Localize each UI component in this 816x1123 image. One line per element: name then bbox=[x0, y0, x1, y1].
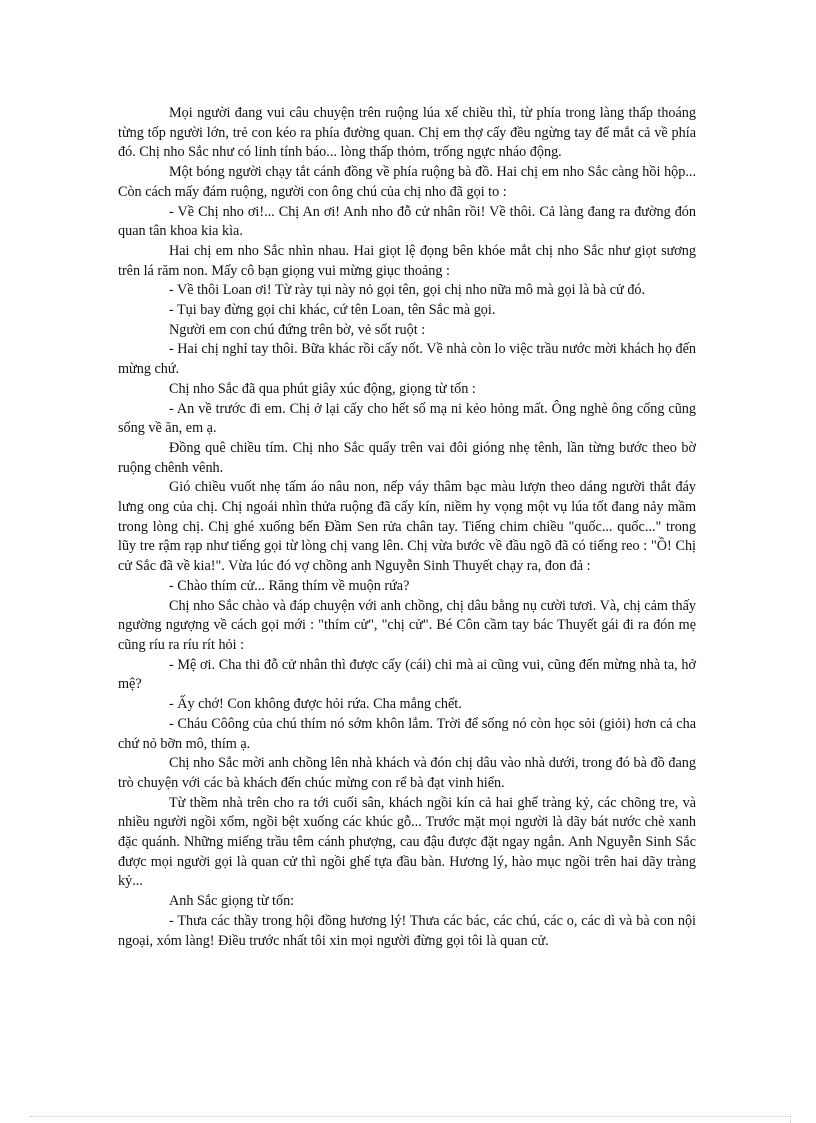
paragraph: - Thưa các thầy trong hội đồng hương lý! Thưa các bác, các chú, các o, các dì và bà con nội ngoại, xóm làng! Điều trước nhất tôi xin mọi người đừng gọi tôi là quan cử. bbox=[118, 912, 696, 949]
paragraph: Anh Sắc giọng từ tốn: bbox=[169, 893, 295, 910]
paragraph: - Về Chị nho ơi!... Chị An ơi! Anh nho đỗ cử nhân rồi! Về thôi. Cả làng đang ra đường đón quan tân khoa kia kìa. bbox=[118, 203, 696, 240]
paragraph: Mọi người đang vui câu chuyện trên ruộng lúa xế chiều thì, từ phía trong làng thấp thoáng từng tốp người lớn, trẻ con kéo ra phía đường quan. Chị em thợ cấy đều ngừng tay để mắt cả về phía đó. Chị nho Sắc như có linh tính báo... lòng thấp thỏm, trống ngực nháo động. bbox=[118, 105, 696, 161]
paragraph: - An về trước đi em. Chị ở lại cấy cho hết số mạ ni kẻo hỏng mất. Ông nghè ông cống cũng sống về ăn, em ạ. bbox=[118, 400, 696, 437]
paragraph: Chị nho Sắc đã qua phút giây xúc động, giọng từ tốn : bbox=[169, 380, 476, 397]
paragraph: Hai chị em nho Sắc nhìn nhau. Hai giọt lệ đọng bên khóe mắt chị nho Sắc như giọt sương trên lá răm non. Mấy cô bạn giọng vui mừng giục thoảng : bbox=[118, 242, 696, 279]
paragraph: - Tụi bay đừng gọi chi khác, cứ tên Loan, tên Sắc mà gọi. bbox=[169, 302, 496, 319]
page-corner-border bbox=[790, 1116, 791, 1123]
paragraph: Chị nho Sắc mời anh chồng lên nhà khách và đón chị dâu vào nhà dưới, trong đó bà đồ đang trò chuyện với các bà khách đến chúc mừng con rể bà đạt vinh hiển. bbox=[118, 755, 696, 791]
paragraph: - Ấy chớ! Con không được hỏi rứa. Cha mắng chết. bbox=[169, 696, 462, 713]
paragraph: - Mệ ơi. Cha thi đỗ cử nhân thì được cấy (cái) chi mà ai cũng vui, cũng đến mừng nhà ta, hở mệ? bbox=[118, 656, 696, 693]
paragraph: - Hai chị nghỉ tay thôi. Bữa khác rồi cấy nốt. Về nhà còn lo việc trầu nước mời khách họ đến mừng chứ. bbox=[118, 341, 696, 378]
paragraph: Gió chiều vuốt nhẹ tấm áo nâu non, nếp váy thâm bạc màu lượn theo dáng người thắt đáy lưng ong của chị. Chị ngoái nhìn thửa ruộng đã cấy kín, niềm hy vọng một vụ lúa tốt đang nảy mầm trong lòng chị. Chị ghé xuống bến Đầm Sen rửa chân tay. Tiếng chim chiều "quốc... quốc..." trong lũy tre rậm rạp như tiếng gọi từ lòng chị vang lên. Chị vừa bước về đầu ngõ đã có tiếng reo : "Ồ! Chị cử Sắc đã về kia!". Vừa lúc đó vợ chồng anh Nguyễn Sinh Thuyết chạy ra, đon đả : bbox=[118, 479, 696, 575]
paragraph: Một bóng người chạy tắt cánh đồng về phía ruộng bà đồ. Hai chị em nho Sắc càng hồi hộp... Còn cách mấy đám ruộng, người con ông chú của chị nho đã gọi to : bbox=[118, 164, 696, 200]
paragraph: Từ thềm nhà trên cho ra tới cuối sân, khách ngồi kín cả hai ghế tràng kỷ, các chõng tre, và nhiều người ngồi xổm, ngồi bệt xuống các khúc gỗ... Trước mặt mọi người là dãy bát nước chè xanh đặc quánh. Những miếng trầu têm cánh phượng, cau đậu được đặt ngay ngắn. Anh Nguyễn Sinh Sắc được mọi người gọi là quan cử thì ngồi ghế tựa đầu bàn. Hương lý, hào mục ngồi trên hai dãy tràng kỷ... bbox=[118, 794, 696, 890]
paragraph: - Chào thím cử... Răng thím về muộn rứa? bbox=[169, 577, 410, 594]
paragraph: - Cháu Côông của chú thím nó sớm khôn lắm. Trời để sống nó còn học sỏi (giỏi) hơn cả cha chứ nỏ bỡn mô, thím ạ. bbox=[118, 715, 696, 752]
paragraph: Chị nho Sắc chào và đáp chuyện với anh chồng, chị dâu bằng nụ cười tươi. Và, chị cảm thấy ngường ngượng về cách gọi mới : "thím cử", "chị cử". Bé Côn cầm tay bác Thuyết gái đi ra đón mẹ cũng ríu ra ríu rít hỏi : bbox=[118, 597, 696, 653]
paragraph: - Về thôi Loan ơi! Từ rày tụi này nỏ gọi tên, gọi chị nho nữa mô mà gọi là bà cử đó. bbox=[169, 282, 646, 299]
page-bottom-border bbox=[30, 1116, 790, 1117]
document-body bbox=[118, 104, 696, 951]
paragraph: Đồng quê chiều tím. Chị nho Sắc quẩy trên vai đôi gióng nhẹ tênh, lần từng bước theo bờ ruộng chênh vênh. bbox=[118, 439, 696, 476]
paragraph: Người em con chú đứng trên bờ, vẻ sốt ruột : bbox=[169, 321, 426, 338]
